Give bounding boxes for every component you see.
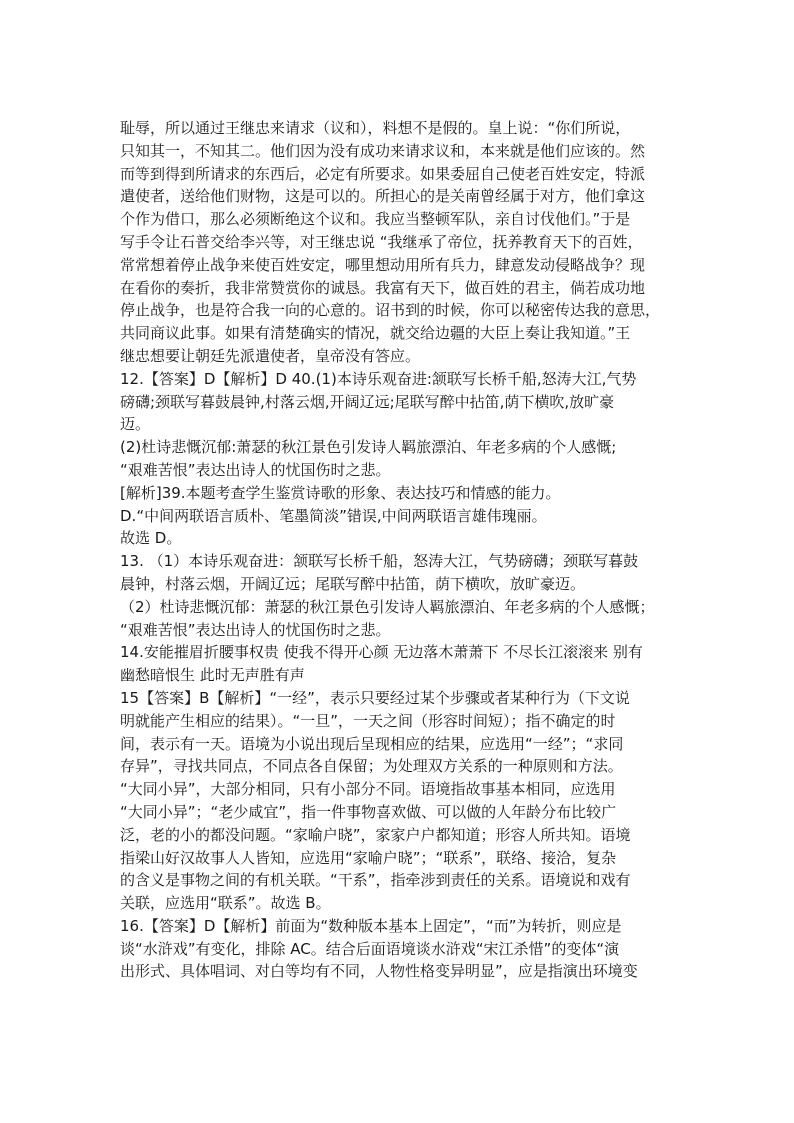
text-line: 关联，应选用“联系”。故选 B。 (120, 894, 331, 913)
text-line: (2)杜诗悲慨沉郁:萧瑟的秋江景色引发诗人羁旅漂泊、年老多病的个人感慨; (120, 438, 617, 457)
text-line: 存异”，寻找共同点，不同点各自保留；为处理双方关系的一种原则和方法。 (120, 757, 623, 776)
text-line: 泛，老的小的都没问题。“家喻户晓”，家家户户都知道；形容人所共知。语境 (120, 825, 631, 844)
text-line: 15【答案】B【解析】“一经”，表示只要经过某个步骤或者某种行为（下文说 (120, 688, 630, 707)
text-line: 明就能产生相应的结果）。“一旦”，一天之间（形容时间短）；指不确定的时 (120, 711, 616, 730)
text-line: 出形式、具体唱词、对白等均有不同，人物性格变异明显”，应是指演出环境变 (120, 962, 638, 981)
text-line: D.“中间两联语言质朴、笔墨简淡”错误,中间两联语言雄伟瑰丽。 (120, 506, 547, 525)
text-line: 只知其一，不知其二。他们因为没有成功来请求议和，本来就是他们应该的。然 (120, 141, 646, 160)
text-line: 个作为借口，那么必须断绝这个议和。我应当整顿军队，亲自讨伐他们。”于是 (120, 210, 631, 229)
text-line: 故选 D。 (120, 529, 182, 548)
text-line: 晨钟，村落云烟，开阔辽远；尾联写醉中拈笛，荫下横吹，放旷豪迈。 (120, 574, 586, 593)
text-line: （2）杜诗悲慨沉郁：萧瑟的秋江景色引发诗人羁旅漂泊、年老多病的个人感慨； (120, 597, 655, 616)
document-body (120, 117, 680, 983)
text-line: 停止战争，也是符合我一向的心意的。诏书到的时候，你可以秘密传达我的意思， (120, 301, 661, 320)
text-line: 谈“水浒戏”有变化，排除 AC。结合后面语境谈水浒戏“宋江杀惜”的变体“演 (120, 939, 620, 958)
text-line: “大同小异”，大部分相同，只有小部分不同。语境指故事基本相同，应选用 (120, 780, 616, 799)
text-line: “大同小异”；“老少咸宜”，指一件事物喜欢做、可以做的人年龄分布比较广 (120, 802, 617, 821)
text-line: [解析]39.本题考查学生鉴赏诗歌的形象、表达技巧和情感的能力。 (120, 483, 561, 502)
text-line: 16.【答案】D【解析】前面为“数种版本基本上固定”，“而”为转折，则应是 (120, 916, 622, 935)
text-line: 12.【答案】D【解析】D 40.(1)本诗乐观奋进:颔联写长桥千船,怒涛大江,气势 (120, 369, 637, 388)
text-line: 的含义是事物之间的有机关联。“干系”，指牵涉到责任的关系。语境说和戏有 (120, 871, 631, 890)
text-line: 在看你的奏折，我非常赞赏你的诚恳。我富有天下，做百姓的君主，倘若成功地 (120, 278, 646, 297)
text-line: “艰难苦恨”表达出诗人的忧国伤时之悲。 (120, 460, 391, 479)
text-line: 共同商议此事。如果有清楚确实的情况，就交给边疆的大臣上奏让我知道。”王 (120, 324, 631, 343)
text-line: 而等到得到所请求的东西后，必定有所要求。如果委屈自己使老百姓安定，特派 (120, 164, 646, 183)
text-line: 耻辱，所以通过王继忠来请求（议和），料想不是假的。皇上说：“你们所说， (120, 119, 631, 137)
text-line: 14.安能摧眉折腰事权贵 使我不得开心颜 无边落木萧萧下 不尽长江滚滚来 别有 (120, 643, 643, 662)
text-line: 继忠想要让朝廷先派遣使者，皇帝没有答应。 (120, 346, 421, 365)
text-line: 13. （1）本诗乐观奋进：颔联写长桥千船，怒涛大江，气势磅礴；颈联写暮鼓 (120, 552, 639, 571)
text-line: 写手令让石普交给李兴等，对王继忠说 “我继承了帝位，抚养教育天下的百姓， (120, 232, 643, 251)
text-line: 常常想着停止战争来使百姓安定，哪里想动用所有兵力，肆意发动侵略战争？现 (120, 255, 646, 274)
text-line: 间，表示有一天。语境为小说出现后呈现相应的结果，应选用“一经”；“求同 (120, 734, 624, 753)
text-line: 磅礴;颈联写暮鼓晨钟,村落云烟,开阔辽远;尾联写醉中拈笛,荫下横吹,放旷豪 (120, 392, 615, 411)
text-line: 遣使者，送给他们财物，这是可以的。所担心的是关南曾经属于对方，他们拿这 (120, 187, 646, 206)
text-line: 指梁山好汉故事人人皆知，应选用“家喻户晓”；“联系”，联络、接洽，复杂 (120, 848, 617, 867)
text-line: 幽愁暗恨生 此时无声胜有声 (120, 666, 305, 685)
text-line: “艰难苦恨”表达出诗人的忧国伤时之悲。 (120, 620, 391, 639)
text-line: 迈。 (120, 415, 151, 434)
